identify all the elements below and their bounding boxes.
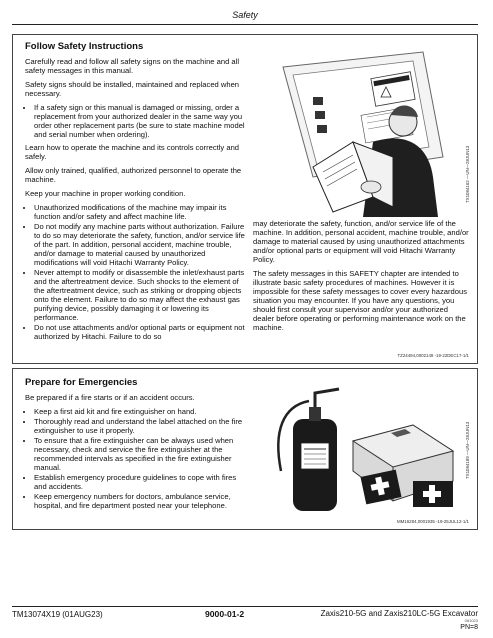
paragraph: Be prepared if a fire starts or if an accident occurs.: [25, 393, 195, 402]
list-item: • Keep emergency numbers for doctors, ambulance service, hospital, and fire department posted near your telephone.: [34, 492, 250, 510]
list-item: • Do not use attachments and/or optional parts or equipment not authorized by Hitachi. Failure to do so: [34, 323, 250, 341]
reference-code: MM16284,0001935 -19-25JUL12-1/1: [396, 519, 469, 524]
footer-small-code: 081023: [464, 618, 478, 623]
list-item: • Unauthorized modifications of the machine may impair its function and/or safety and affect machine life.: [34, 203, 250, 221]
list-item: • Establish emergency procedure guidelines to cope with fires and accidents.: [34, 473, 250, 491]
first-aid-kit-icon: [353, 425, 453, 507]
page-header: [12, 6, 478, 25]
list-item: • Do not modify any machine parts without authorization. Failure to do so may deteriorate the safety, function, and/or service life of the part. In addition, personal accident, machine trouble, and/or damage to material caused by unauthorized modifications will void Hitachi Warranty Policy.: [34, 222, 250, 267]
follow-safety-instructions-section: [12, 34, 478, 364]
safety-illustration: [253, 47, 461, 217]
bullet-list: [25, 203, 250, 341]
right-column: [253, 219, 469, 337]
paragraph: may deteriorate the safety, function, and/or service life of the machine. In addition, personal accident, machine trouble, and/or damage to material caused by using unauthorized attachments and/or optional parts or equipment will void Hitachi Warranty Policy.: [253, 219, 469, 264]
left-column: [25, 57, 250, 345]
paragraph: Allow only trained, qualified, authorized personnel to operate the machine.: [25, 166, 242, 184]
list-item: • Never attempt to modify or disassemble the inlet/exhaust parts and the aftertreatment device. Such shocks to the element of the aftertreatment device, such as striking or dropping objects onto the element. Failure to do so may affect the exhaust gas purifying device, possibly damaging it or lowering its performance.: [34, 268, 250, 322]
section-title: Prepare for Emergencies: [25, 377, 138, 388]
left-column: [25, 393, 250, 514]
image-code: TX1084162 —UN—28JUN13: [465, 145, 470, 203]
bullet-list: [25, 103, 250, 139]
header-title: Safety: [232, 10, 258, 20]
paragraph: Safety signs should be installed, maintained and replaced when necessary.: [25, 80, 240, 98]
paragraph: The safety messages in this SAFETY chapter are intended to illustrate basic safety procedures of machines. However it is impossible for these safety messages to cover every hazardous situation you may encounter. If you have any questions, you should first consult your supervisor and/or your authorized dealer before operating or performing maintenance work on the machine.: [253, 269, 467, 332]
list-item: • Keep a first aid kit and fire extinguisher on hand.: [34, 407, 250, 416]
footer-document-id: TM13074X19 (01AUG23): [12, 610, 103, 619]
footer-model: Zaxis210-5G and Zaxis210LC-5G Excavator: [320, 609, 478, 618]
paragraph: Keep your machine in proper working condition.: [25, 189, 186, 198]
list-item: • If a safety sign or this manual is damaged or missing, order a replacement from your authorized dealer in the same way you order other replacement parts (be sure to state machine model and serial number when ordering).: [34, 103, 250, 139]
fire-extinguisher-icon: [278, 389, 339, 511]
image-code: TX1084189 —UN—28JUN13: [465, 421, 470, 479]
list-item: • To ensure that a fire extinguisher can be always used when necessary, check and service the fire extinguisher at the recommended intervals as specified in the fire extinguisher manual.: [34, 436, 250, 472]
footer-divider: [12, 606, 478, 607]
section-title: Follow Safety Instructions: [25, 41, 144, 52]
footer-section-number: 9000-01-2: [205, 609, 245, 619]
bullet-list: [25, 407, 250, 510]
emergency-illustration: [253, 381, 461, 517]
reference-code: TZ24494,0002149 -19-22DEC17-1/1: [397, 353, 469, 358]
paragraph: Learn how to operate the machine and its controls correctly and safely.: [25, 143, 240, 161]
paragraph: Carefully read and follow all safety signs on the machine and all safety messages in this manual.: [25, 57, 240, 75]
prepare-for-emergencies-section: [12, 368, 478, 530]
list-item: • Thoroughly read and understand the label attached on the fire extinguisher to use it properly.: [34, 417, 250, 435]
footer-page-number: PN=8: [460, 624, 478, 631]
